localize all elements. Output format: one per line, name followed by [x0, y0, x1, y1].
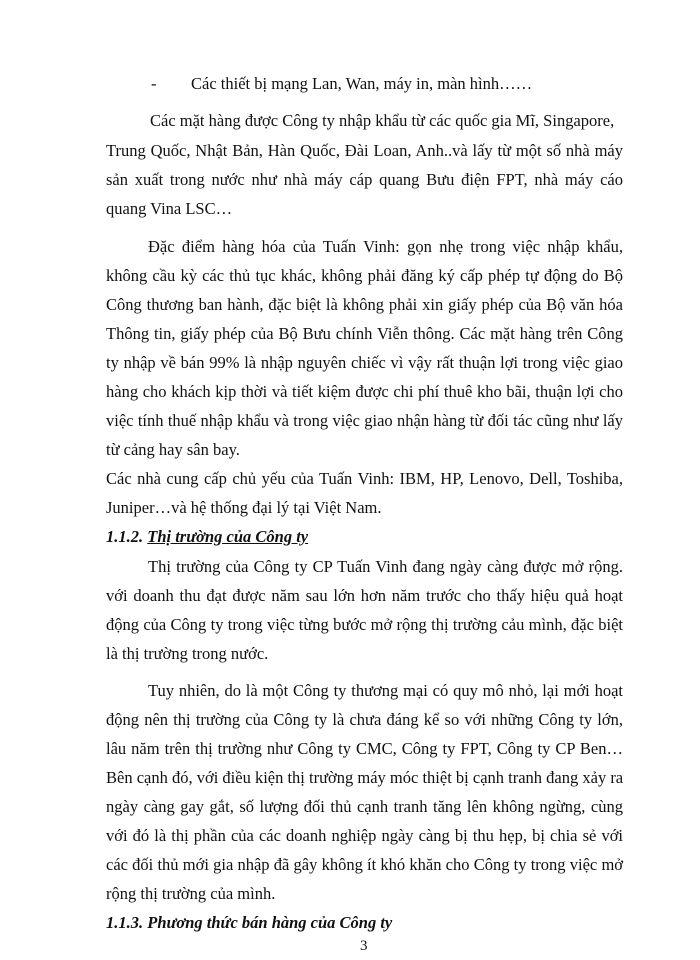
paragraph-import-line: quang Vina LSC…	[106, 199, 233, 218]
paragraph-features-line: việc tính thuế nhập khẩu và trong việc giao nhận hàng từ đối tác cũng như lấy	[106, 411, 623, 430]
section-number: 1.1.3.	[106, 913, 144, 932]
section-heading-1-1-2	[106, 527, 308, 547]
paragraph-however-line: các đối thủ mới gia nhập đã gây không ít khó khăn cho Công ty trong việc mở	[106, 855, 623, 874]
page-number: 3	[360, 938, 368, 954]
paragraph-market-line: với doanh thu đạt được năm sau lớn hơn năm trước cho thấy hiệu quả hoạt	[106, 586, 623, 605]
paragraph-however-line: với đó là thị phần của các doanh nghiệp ngày càng bị thu hẹp, bị chia sẻ với	[106, 826, 623, 845]
paragraph-features-line: không cầu kỳ các thủ tục khác, không phải đăng ký cấp phép tự động do Bộ	[106, 266, 623, 285]
paragraph-features-line: hàng cho khách kịp thời và tiết kiệm được chi phí thuê kho bãi, thuận lợi cho	[106, 382, 623, 401]
bullet-marker: -	[151, 74, 157, 93]
bullet-text: Các thiết bị mạng Lan, Wan, máy in, màn hình……	[191, 74, 533, 93]
paragraph-market-line: Thị trường của Công ty CP Tuấn Vinh đang ngày càng được mở rộng.	[148, 557, 623, 576]
paragraph-features-line: Đặc điểm hàng hóa của Tuấn Vinh: gọn nhẹ trong việc nhập khẩu,	[148, 237, 623, 256]
paragraph-however-line: rộng thị trường của mình.	[106, 884, 276, 903]
paragraph-market-line: động của Công ty trong việc từng bước mở rộng thị trường cảu mình, đặc biệt	[106, 615, 623, 634]
paragraph-import-line: Trung Quốc, Nhật Bản, Hàn Quốc, Đài Loan, Anh..và lấy từ một số nhà máy	[106, 141, 623, 160]
paragraph-however-line: Bên cạnh đó, với điều kiện thị trường máy móc thiệt bị cạnh tranh đang xảy ra	[106, 768, 624, 787]
section-heading-1-1-3	[106, 913, 392, 933]
paragraph-features-line: từ cảng hay sân bay.	[106, 440, 240, 459]
paragraph-features-line: ty nhập về bán 99% là nhập nguyên chiếc vì vậy rất thuận lợi trong việc giao	[106, 353, 623, 372]
paragraph-suppliers-line: Juniper…và hệ thống đại lý tại Việt Nam.	[106, 498, 382, 517]
paragraph-import-line: Các mặt hàng được Công ty nhập khẩu từ các quốc gia Mĩ, Singapore,	[150, 111, 615, 130]
paragraph-features-line: Thông tin, giấy phép của Bộ Bưu chính Viễn thông. Các mặt hàng trên Công	[106, 324, 623, 343]
paragraph-import-line: sản xuất trong nước như nhà máy cáp quang Bưu điện FPT, nhà máy cáo	[106, 170, 623, 189]
paragraph-however-line: động nên thị trường của Công ty là chưa đáng kể so với những Công ty lớn,	[106, 710, 623, 729]
paragraph-features-line: Công thương ban hành, đặc biệt là không phải xin giấy phép của Bộ văn hóa	[106, 295, 623, 314]
paragraph-suppliers-line: Các nhà cung cấp chủ yếu của Tuấn Vinh: IBM, HP, Lenovo, Dell, Toshiba,	[106, 469, 623, 488]
section-title: Thị trường của Công ty	[147, 527, 309, 546]
paragraph-however-line: ngày càng gay gắt, số lượng đối thủ cạnh tranh tăng lên không ngừng, cùng	[106, 797, 623, 816]
section-number: 1.1.2.	[106, 527, 144, 546]
section-title: Phương thức bán hàng của Công ty	[147, 913, 393, 932]
paragraph-market-line: là thị trường trong nước.	[106, 644, 269, 663]
paragraph-however-line: lâu năm trên thị trường như Công ty CMC, Công ty FPT, Công ty CP Ben…	[106, 739, 623, 758]
paragraph-however-line: Tuy nhiên, do là một Công ty thương mại có quy mô nhỏ, lại mới hoạt	[148, 681, 623, 700]
